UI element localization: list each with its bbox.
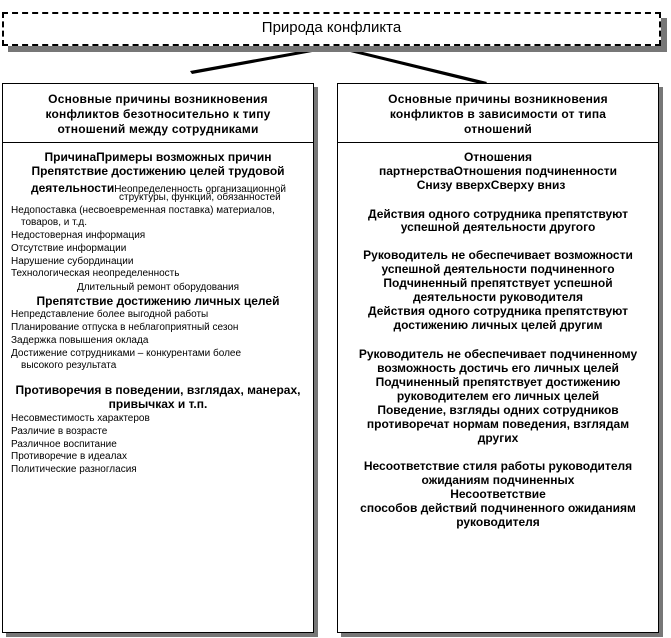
list-item: Различное воспитание <box>11 439 117 450</box>
list-item: Отсутствие информации <box>11 243 127 254</box>
conflict-text: деятельности руководителя <box>412 290 584 304</box>
conflict-text: противоречат нормам поведения, взглядам <box>366 417 630 431</box>
relation-label: Снизу вверх <box>416 178 491 192</box>
list-item: Непредставление более выгодной работы <box>11 309 209 320</box>
list-item: высокого результата <box>21 360 117 371</box>
relations-row <box>324 179 658 192</box>
list-item: Несовместимость характеров <box>11 413 150 424</box>
conflict-text: Действия одного сотрудника препятствуют <box>368 304 628 318</box>
conflict-text: Несоответствие стиля работы руководителя <box>363 459 633 473</box>
list-item: Длительный ремонт оборудования <box>76 282 240 293</box>
conflict-text: ожиданиям подчиненных <box>421 473 575 487</box>
conflict-text: Действия одного сотрудника препятствуют <box>368 207 628 221</box>
list-item: Политические разногласия <box>11 464 137 475</box>
conflict-text: Подчиненный препятствует достижению <box>375 375 621 389</box>
conflict-text: Несоответствие <box>450 487 546 501</box>
cause-label: Причина <box>44 150 97 164</box>
left-header <box>3 84 313 143</box>
relation-label: Отношения <box>463 150 533 164</box>
list-item: Технологическая неопределенность <box>11 268 180 279</box>
list-item: Задержка повышения оклада <box>11 335 149 346</box>
conflict-text: успешной деятельности подчиненного <box>381 262 615 276</box>
group1-title: Препятствие достижению целей трудовой <box>31 164 285 178</box>
right-column <box>337 83 659 633</box>
left-header-line: конфликтов безотносительно к типу <box>45 107 271 121</box>
examples-label: Примеры возможных причин <box>96 150 272 164</box>
conflict-text: руководителем его личных целей <box>396 389 600 403</box>
conflict-text: руководителя <box>456 515 540 529</box>
conflict-text: Поведение, взгляды одних сотрудников <box>377 403 619 417</box>
group3-title: Противоречия в поведении, взглядах, манерах, <box>15 383 301 397</box>
connector-right <box>334 45 487 85</box>
page-title: Природа конфликта <box>261 19 402 36</box>
list-item: Недостоверная информация <box>11 230 146 241</box>
left-row1 <box>3 151 313 164</box>
connector-left <box>190 45 334 74</box>
group3-title: привычках и т.п. <box>108 397 208 411</box>
conflict-text: Руководитель не обеспечивает подчиненному <box>358 347 638 361</box>
left-column <box>2 83 314 633</box>
conflict-text: других <box>477 431 519 445</box>
conflict-text: возможность достичь его личных целей <box>377 361 619 375</box>
right-header <box>338 84 658 143</box>
list-item: Нарушение субординации <box>11 256 134 267</box>
right-header-line: Основные причины возникновения <box>388 92 608 106</box>
left-header-line: отношений между сотрудниками <box>57 122 259 136</box>
relation-label: Отношения подчиненности <box>453 164 617 178</box>
group2-title: Препятствие достижению личных целей <box>36 294 280 308</box>
list-item: Противоречие в идеалах <box>11 451 127 462</box>
group1-title-cont: деятельности <box>31 181 115 195</box>
list-item: товаров, и т.д. <box>21 217 88 228</box>
right-header-line: отношений <box>464 122 532 136</box>
left-header-line: Основные причины возникновения <box>48 92 268 106</box>
list-item: Неопределенность организационной <box>114 184 286 195</box>
conflict-text: способов действий подчиненного ожиданиям <box>360 501 636 515</box>
conflict-text: Подчиненный препятствует успешной <box>383 276 613 290</box>
relation-label: Сверху вниз <box>490 178 566 192</box>
conflict-text: успешной деятельности другого <box>400 220 596 234</box>
conflict-text: достижению личных целей другим <box>393 318 603 332</box>
conflict-text: Руководитель не обеспечивает возможности <box>363 248 633 262</box>
right-header-line: конфликтов в зависимости от типа <box>389 107 607 121</box>
list-item: Планирование отпуска в неблагоприятный сезон <box>11 322 239 333</box>
title-box <box>2 12 661 46</box>
list-item: структуры, функций, обязанностей <box>119 192 281 203</box>
list-item: Достижение сотрудниками – конкурентами более <box>11 348 242 359</box>
relation-label: партнерства <box>379 164 454 178</box>
list-item: Различие в возрасте <box>11 426 108 437</box>
list-item: Недопоставка (несвоевременная поставка) материалов, <box>11 205 275 216</box>
relations-row <box>338 165 658 178</box>
